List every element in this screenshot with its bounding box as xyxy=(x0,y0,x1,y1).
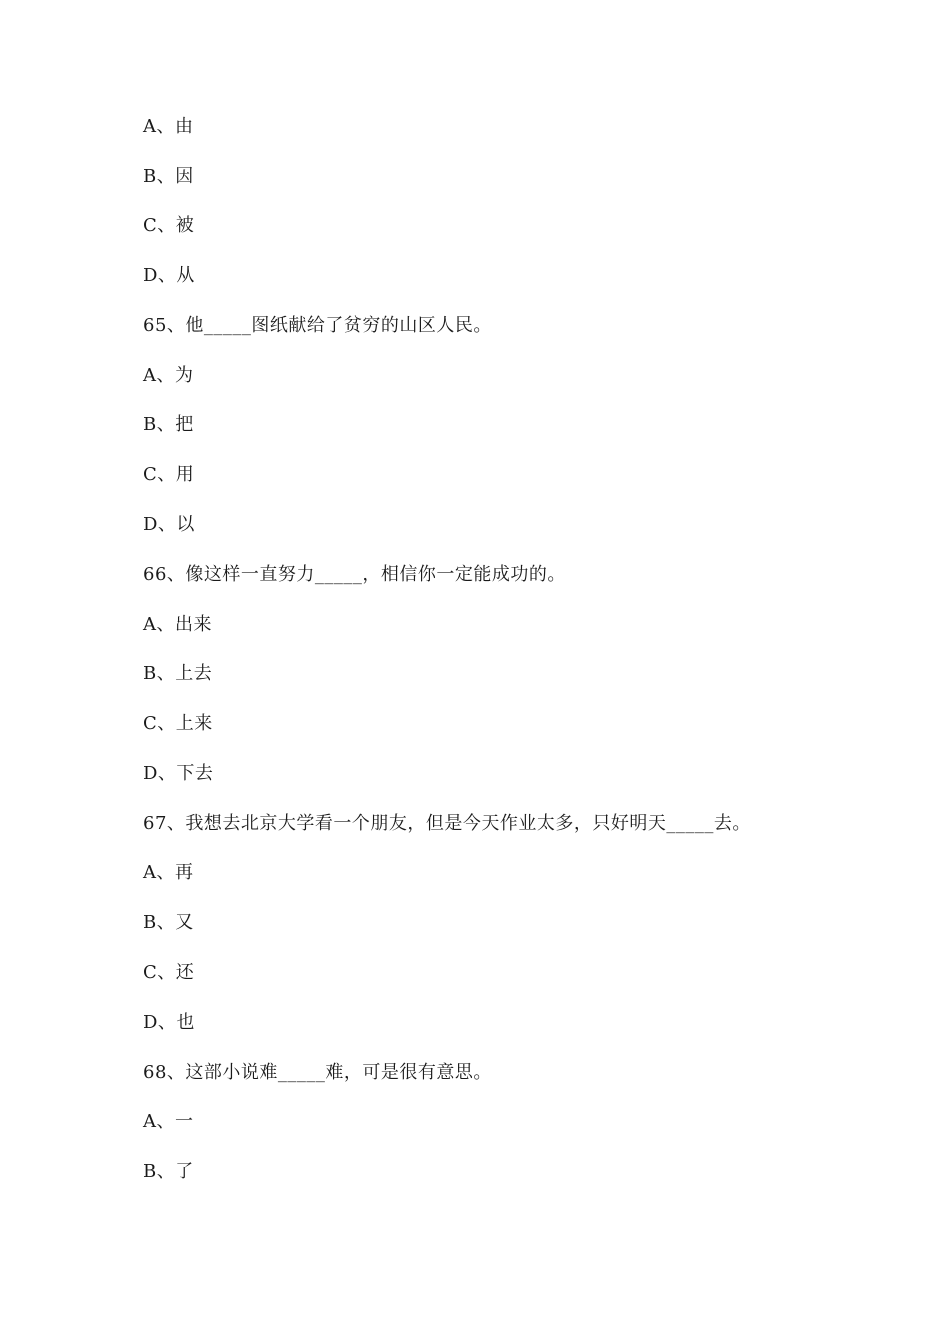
option-b: B、上去 xyxy=(143,663,213,684)
option-c: C、还 xyxy=(143,962,195,983)
option-a: A、一 xyxy=(143,1111,194,1132)
option-d: D、从 xyxy=(143,265,195,286)
option-a: A、再 xyxy=(143,862,194,883)
option-a: A、为 xyxy=(143,365,194,386)
option-c: C、用 xyxy=(143,464,195,485)
question-65: 65、他_____图纸献给了贫穷的山区人民。 xyxy=(143,315,492,336)
option-b: B、因 xyxy=(143,166,194,187)
option-a: A、出来 xyxy=(143,614,212,635)
option-c: C、上来 xyxy=(143,713,213,734)
option-d: D、也 xyxy=(143,1012,195,1033)
question-67: 67、我想去北京大学看一个朋友，但是今天作业太多，只好明天_____去。 xyxy=(143,813,751,834)
option-b: B、又 xyxy=(143,912,194,933)
option-b: B、了 xyxy=(143,1161,194,1182)
option-a: A、由 xyxy=(143,116,194,137)
option-c: C、被 xyxy=(143,215,195,236)
option-d: D、以 xyxy=(143,514,195,535)
option-b: B、把 xyxy=(143,414,194,435)
option-d: D、下去 xyxy=(143,763,214,784)
question-66: 66、像这样一直努力_____，相信你一定能成功的。 xyxy=(143,564,566,585)
question-68: 68、这部小说难_____难，可是很有意思。 xyxy=(143,1062,492,1083)
